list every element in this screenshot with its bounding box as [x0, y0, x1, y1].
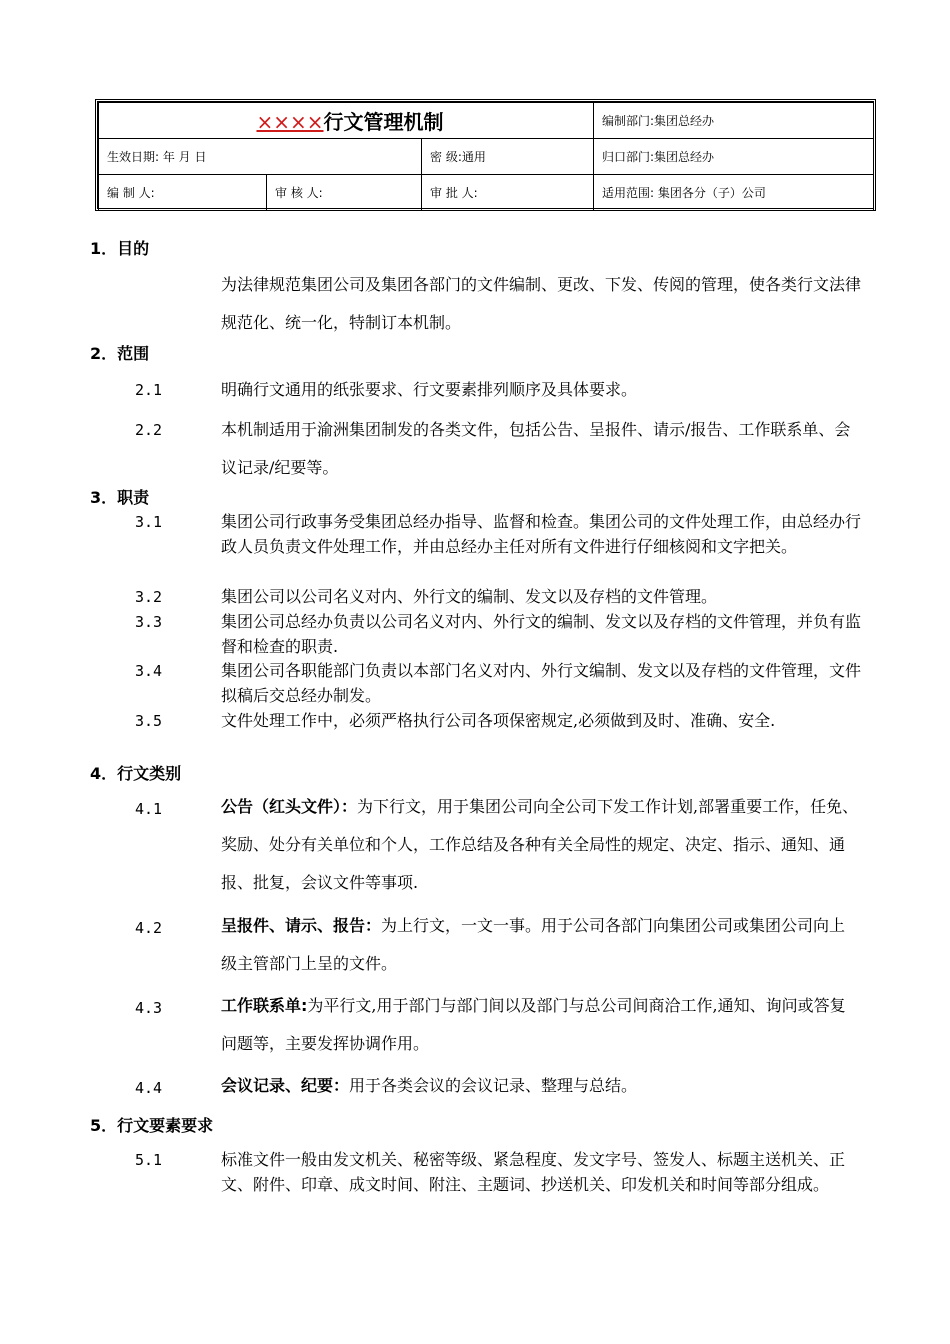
item-5-1-text: 标准文件一般由发文机关、秘密等级、紧急程度、发文字号、签发人、标题主送机关、正文、附件、印章、成文时间、附注、主题词、抄送机关、印发机关和时间等部分组成。: [221, 1150, 846, 1194]
item-4-3-label: 工作联系单:: [221, 996, 308, 1015]
section-heading-categories: 4．行文类别: [90, 764, 182, 783]
item-4-2-body: 为上行文，一文一事。用于公司各部门向集团公司或集团公司向上级主管部门上呈的文件。: [221, 916, 846, 973]
section-heading-scope: 2．范围: [90, 344, 150, 363]
item-number: 2.2: [135, 421, 163, 439]
item-4-2-label: 呈报件、请示、报告：: [221, 916, 382, 935]
section-heading-purpose: 1．目的: [90, 239, 150, 258]
item-4-4-text: [221, 1067, 861, 1105]
item-number: 3.2: [135, 588, 163, 606]
item-4-3-body: 为平行文,用于部门与部门间以及部门与总公司间商洽工作,通知、询问或答复问题等，主要发挥协调作用。: [221, 996, 846, 1053]
item-number: 4.1: [135, 800, 163, 818]
document-header-table: [95, 99, 876, 211]
item-number: 4.2: [135, 919, 163, 937]
approver-cell: 审 批 人:: [422, 175, 594, 211]
item-number: 4.4: [135, 1079, 163, 1097]
compiler-cell: 编 制 人:: [99, 175, 267, 211]
document-title: [99, 103, 594, 139]
item-3-3-text: 集团公司总经办负责以公司名义对内、外行文的编制、发文以及存档的文件管理，并负有监督和检查的职责.: [221, 612, 862, 656]
item-number: 3.5: [135, 712, 163, 730]
item-number: 4.3: [135, 999, 163, 1017]
section-heading-duties: 3．职责: [90, 488, 150, 507]
effective-date-cell: 生效日期: 年 月 日: [99, 139, 422, 175]
scope-cell: 适用范围: 集团各分（子）公司: [594, 175, 874, 211]
item-number: 2.1: [135, 381, 163, 399]
section-heading-elements: 5．行文要素要求: [90, 1116, 214, 1135]
item-4-1-label: 公告（红头文件）：: [221, 797, 358, 816]
item-4-3-text: [221, 987, 861, 1063]
item-number: 3.3: [135, 613, 163, 631]
item-number: 5.1: [135, 1151, 163, 1169]
item-3-4-text: 集团公司各职能部门负责以本部门名义对内、外行文编制、发文以及存档的文件管理，文件拟稿后交总经办制发。: [221, 661, 862, 705]
item-2-2-text: 本机制适用于渝洲集团制发的各类文件，包括公告、呈报件、请示/报告、工作联系单、会议记录/纪要等。: [221, 420, 851, 477]
compile-dept-cell: 编制部门:集团总经办: [594, 103, 874, 139]
item-3-2-text: 集团公司以公司名义对内、外行文的编制、发文以及存档的文件管理。: [221, 587, 718, 606]
owner-dept-cell: 归口部门:集团总经办: [594, 139, 874, 175]
item-4-4-label: 会议记录、纪要：: [221, 1076, 350, 1095]
title-prefix: ××××: [256, 110, 324, 134]
item-number: 3.1: [135, 513, 163, 531]
secrecy-cell: 密 级:通用: [422, 139, 594, 175]
title-text: 行文管理机制: [323, 110, 444, 134]
item-2-1-text: 明确行文通用的纸张要求、行文要素排列顺序及具体要求。: [221, 380, 638, 399]
reviewer-cell: 审 核 人:: [267, 175, 422, 211]
item-4-4-body: 用于各类会议的会议记录、整理与总结。: [349, 1076, 638, 1095]
item-4-1-body: 为下行文，用于集团公司向全公司下发工作计划,部署重要工作，任免、奖励、处分有关单位和个人，工作总结及各种有关全局性的规定、决定、指示、通知、通报、批复，会议文件等事项.: [221, 797, 859, 892]
item-3-1-text: 集团公司行政事务受集团总经办指导、监督和检查。集团公司的文件处理工作，由总经办行政人员负责文件处理工作，并由总经办主任对所有文件进行仔细核阅和文字把关。: [221, 512, 862, 556]
section-1-text: 为法律规范集团公司及集团各部门的文件编制、更改、下发、传阅的管理，使各类行文法律规范化、统一化，特制订本机制。: [221, 275, 862, 332]
item-4-1-text: [221, 788, 861, 902]
item-number: 3.4: [135, 662, 163, 680]
item-3-5-text: 文件处理工作中，必须严格执行公司各项保密规定,必须做到及时、准确、安全.: [221, 711, 776, 730]
item-4-2-text: [221, 907, 861, 983]
